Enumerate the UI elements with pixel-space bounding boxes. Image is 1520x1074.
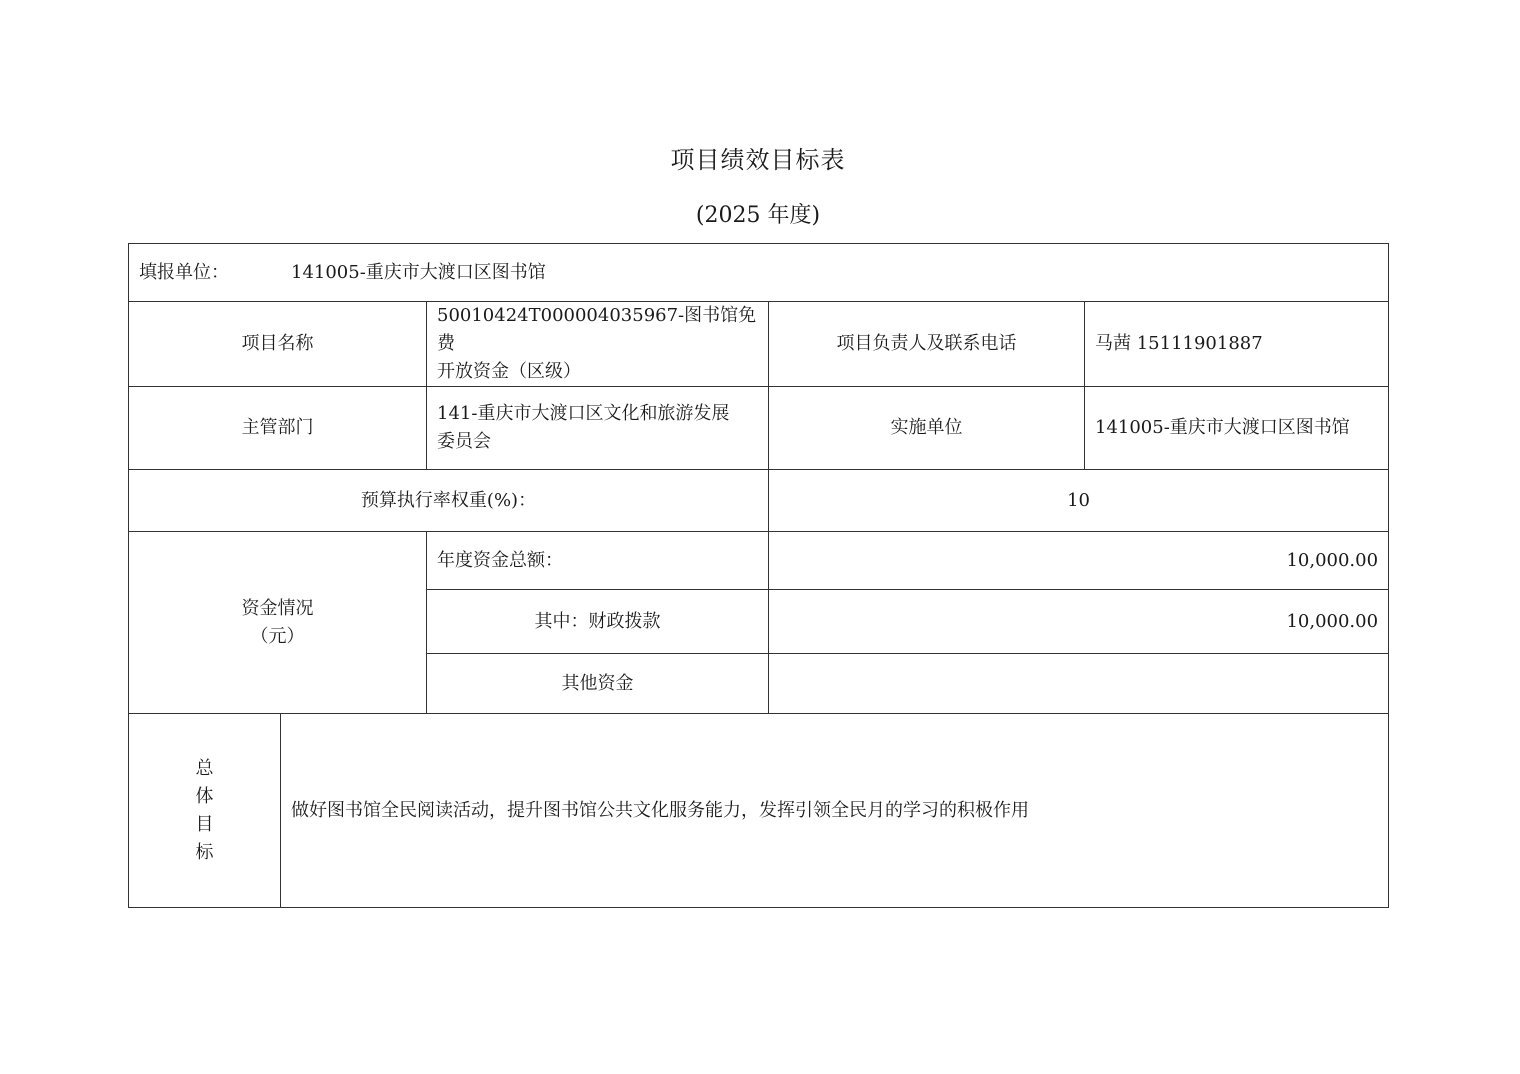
other-funds-label: 其他资金 xyxy=(427,654,769,714)
implementing-unit-value: 141005-重庆市大渡口区图书馆 xyxy=(1085,387,1389,470)
implementing-unit-label: 实施单位 xyxy=(769,387,1085,470)
reporting-unit-value: 141005-重庆市大渡口区图书馆 xyxy=(291,261,546,283)
project-manager-label: 项目负责人及联系电话 xyxy=(769,302,1085,387)
competent-dept-line1: 141-重庆市大渡口区文化和旅游发展 xyxy=(437,403,730,424)
project-name-line2: 开放资金（区级） xyxy=(437,361,581,382)
table-row xyxy=(129,387,1389,470)
competent-dept-line2: 委员会 xyxy=(437,431,491,452)
reporting-unit-label: 填报单位： xyxy=(139,261,229,283)
annual-total-label: 年度资金总额： xyxy=(427,532,769,590)
competent-dept-label: 主管部门 xyxy=(129,387,427,470)
fiscal-appropriation-label: 其中：财政拨款 xyxy=(427,590,769,654)
table-row xyxy=(129,470,1389,532)
budget-weight-value: 10 xyxy=(769,470,1389,532)
budget-weight-label: 预算执行率权重(%)： xyxy=(129,470,769,532)
goal-char: 总 xyxy=(195,757,214,779)
fiscal-appropriation-value: 10,000.00 xyxy=(769,590,1389,654)
funds-label-line1: 资金情况 xyxy=(241,597,314,619)
project-manager-value: 马茜 15111901887 xyxy=(1085,302,1389,387)
document-year: (2025 年度) xyxy=(695,203,821,228)
goal-char: 标 xyxy=(195,841,214,863)
project-name-value xyxy=(427,302,769,387)
goal-char: 目 xyxy=(195,813,214,835)
overall-goal-value: 做好图书馆全民阅读活动，提升图书馆公共文化服务能力，发挥引领全民月的学习的积极作用 xyxy=(281,714,1389,908)
reporting-unit-cell xyxy=(129,244,1389,302)
funds-label-line2: （元） xyxy=(250,625,305,647)
project-name-label: 项目名称 xyxy=(129,302,427,387)
goal-char: 体 xyxy=(195,785,214,807)
table-row xyxy=(129,714,1389,908)
performance-goal-table xyxy=(128,243,1389,908)
competent-dept-value xyxy=(427,387,769,470)
other-funds-value xyxy=(769,654,1389,714)
project-name-line1: 50010424T000004035967-图书馆免费 xyxy=(437,305,757,354)
table-row xyxy=(129,532,1389,590)
funds-label xyxy=(129,532,427,714)
annual-total-value: 10,000.00 xyxy=(769,532,1389,590)
overall-goal-label xyxy=(129,714,281,908)
table-row xyxy=(129,244,1389,302)
document-title: 项目绩效目标表 xyxy=(670,146,846,174)
table-row xyxy=(129,302,1389,387)
